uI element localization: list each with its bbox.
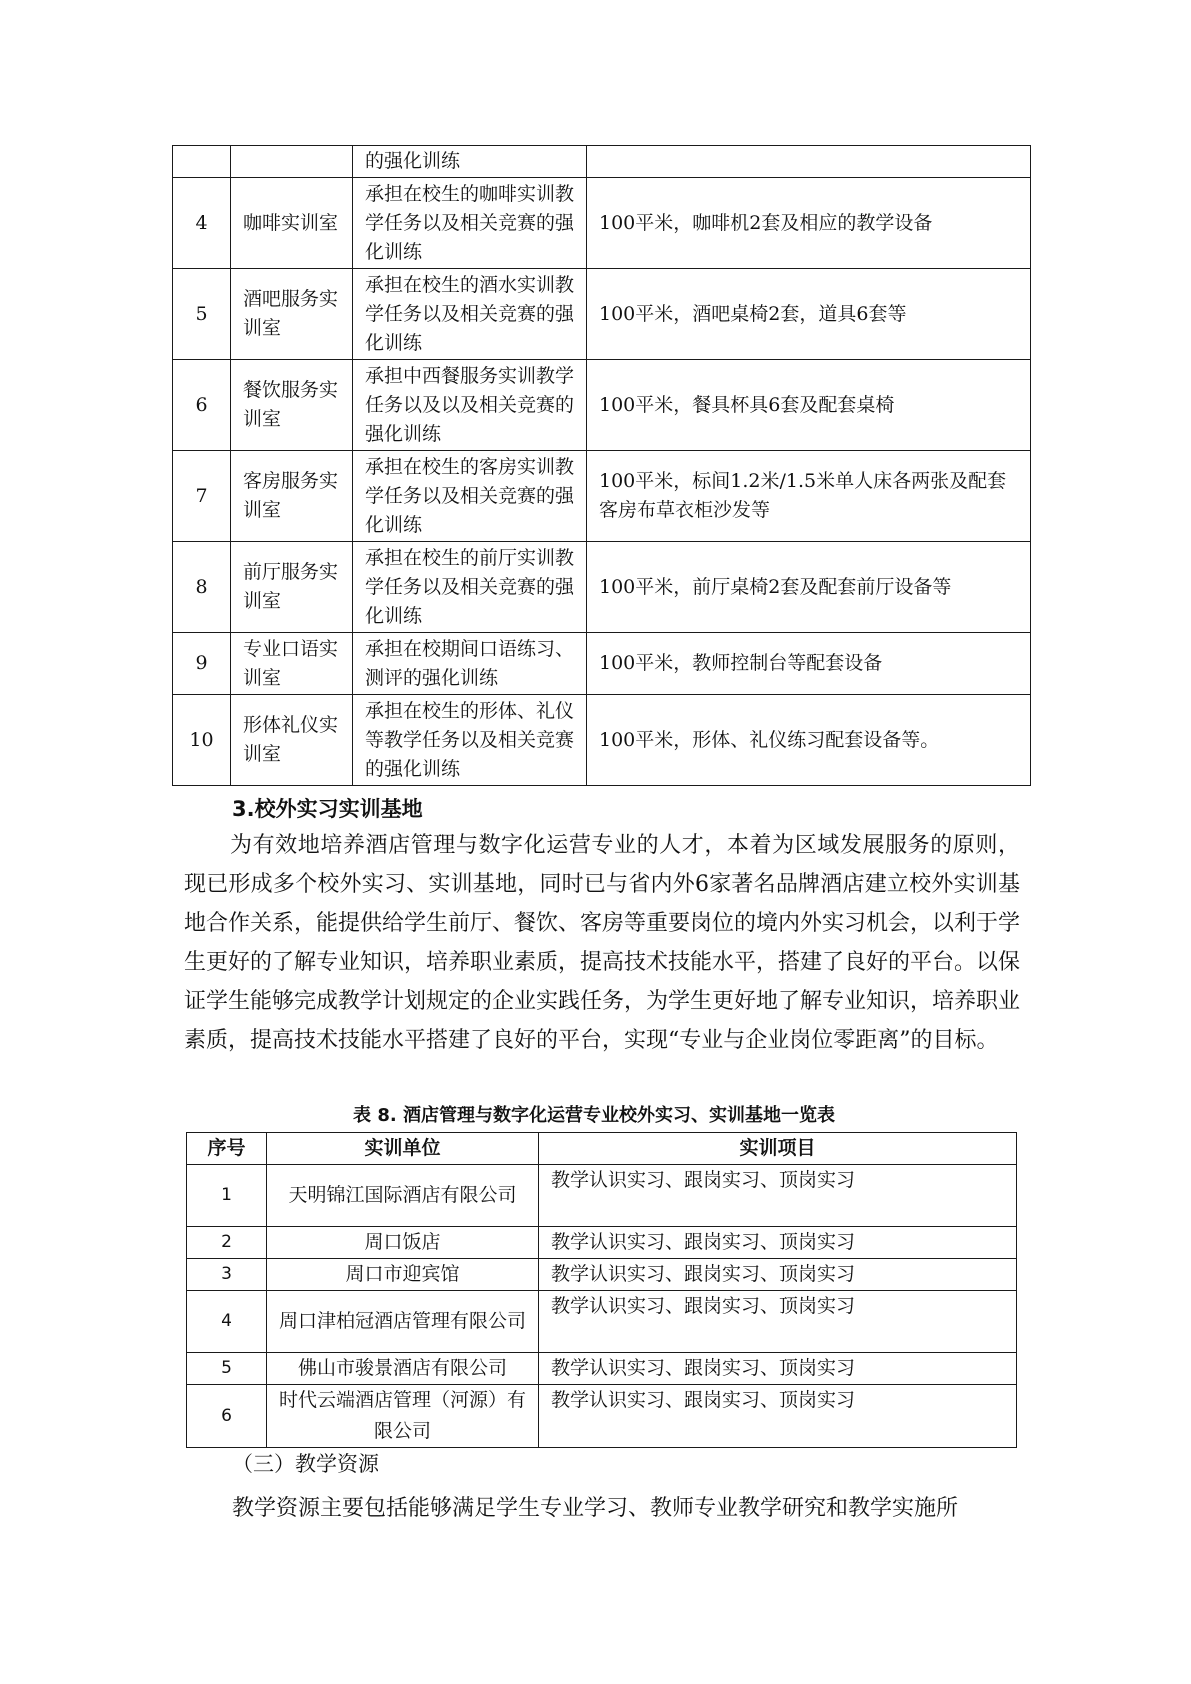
- cell-task: 承担在校期间口语练习、测评的强化训练: [353, 633, 587, 695]
- section-paragraph: 教学资源主要包括能够满足学生专业学习、教师专业教学研究和教学实施所: [232, 1496, 959, 1521]
- cell-unit: 周口饭店: [267, 1227, 539, 1259]
- cell-no: 4: [173, 178, 231, 269]
- cell-equipment: 100平米，酒吧桌椅2套，道具6套等: [587, 269, 1031, 360]
- cell-equipment: 100平米，形体、礼仪练习配套设备等。: [587, 695, 1031, 786]
- cell-no: 8: [173, 542, 231, 633]
- header-no: 序号: [187, 1133, 267, 1165]
- cell-unit: 佛山市骏景酒店有限公司: [267, 1353, 539, 1385]
- table-row: [173, 633, 1031, 695]
- cell-room-name: 酒吧服务实训室: [231, 269, 353, 360]
- table-caption: 表 8. 酒店管理与数字化运营专业校外实习、实训基地一览表: [353, 1105, 835, 1126]
- cell-no: 5: [187, 1353, 267, 1385]
- section-heading-off-campus-bases: 3.校外实习实训基地: [232, 797, 423, 821]
- cell-equipment: 100平米，餐具杯具6套及配套桌椅: [587, 360, 1031, 451]
- cell-unit: 时代云端酒店管理（河源）有限公司: [267, 1385, 539, 1448]
- table-row: [187, 1385, 1017, 1448]
- cell-project: 教学认识实习、跟岗实习、顶岗实习: [539, 1227, 1017, 1259]
- cell-room-name: 咖啡实训室: [231, 178, 353, 269]
- cell-equipment: [587, 146, 1031, 178]
- cell-project: 教学认识实习、跟岗实习、顶岗实习: [539, 1291, 1017, 1353]
- cell-task: 承担在校生的前厅实训教学任务以及相关竞赛的强化训练: [353, 542, 587, 633]
- cell-project: 教学认识实习、跟岗实习、顶岗实习: [539, 1165, 1017, 1227]
- table-row: [173, 146, 1031, 178]
- cell-no: 1: [187, 1165, 267, 1227]
- cell-no: 4: [187, 1291, 267, 1353]
- cell-room-name: 形体礼仪实训室: [231, 695, 353, 786]
- cell-room-name: 餐饮服务实训室: [231, 360, 353, 451]
- cell-project: 教学认识实习、跟岗实习、顶岗实习: [539, 1259, 1017, 1291]
- cell-task: 承担在校生的形体、礼仪等教学任务以及相关竞赛的强化训练: [353, 695, 587, 786]
- section-heading-teaching-resources: （三）教学资源: [232, 1452, 379, 1476]
- table-row: [173, 360, 1031, 451]
- table-header-row: [187, 1133, 1017, 1165]
- cell-task: 承担在校生的咖啡实训教学任务以及相关竞赛的强化训练: [353, 178, 587, 269]
- cell-equipment: 100平米，教师控制台等配套设备: [587, 633, 1031, 695]
- cell-room-name: [231, 146, 353, 178]
- cell-project: 教学认识实习、跟岗实习、顶岗实习: [539, 1353, 1017, 1385]
- cell-no: 9: [173, 633, 231, 695]
- cell-room-name: 客房服务实训室: [231, 451, 353, 542]
- table-row: [173, 451, 1031, 542]
- cell-no: 2: [187, 1227, 267, 1259]
- table-row: [173, 542, 1031, 633]
- table-row: [187, 1259, 1017, 1291]
- cell-task: 承担中西餐服务实训教学任务以及以及相关竞赛的强化训练: [353, 360, 587, 451]
- cell-unit: 天明锦江国际酒店有限公司: [267, 1165, 539, 1227]
- cell-no: 10: [173, 695, 231, 786]
- cell-equipment: 100平米，标间1.2米/1.5米单人床各两张及配套客房布草衣柜沙发等: [587, 451, 1031, 542]
- cell-no: 3: [187, 1259, 267, 1291]
- table-row: [187, 1291, 1017, 1353]
- cell-room-name: 前厅服务实训室: [231, 542, 353, 633]
- cell-unit: 周口津柏冠酒店管理有限公司: [267, 1291, 539, 1353]
- cell-equipment: 100平米，咖啡机2套及相应的教学设备: [587, 178, 1031, 269]
- cell-no: [173, 146, 231, 178]
- cell-project: 教学认识实习、跟岗实习、顶岗实习: [539, 1385, 1017, 1448]
- section-paragraph: 为有效地培养酒店管理与数字化运营专业的人才，本着为区域发展服务的原则，现已形成多个校外实习、实训基地，同时已与省内外6家著名品牌酒店建立校外实训基地合作关系，能提供给学生前厅、餐饮、客房等重要岗位的境内外实习机会，以利于学生更好的了解专业知识，培养职业素质，提高技术技能水平，搭建了良好的平台。以保证学生能够完成教学计划规定的企业实践任务，为学生更好地了解专业知识，培养职业素质，提高技术技能水平搭建了良好的平台，实现“专业与企业岗位零距离”的目标。: [184, 833, 1021, 1053]
- cell-no: 6: [173, 360, 231, 451]
- table-row: [173, 695, 1031, 786]
- table-row: [187, 1165, 1017, 1227]
- cell-no: 7: [173, 451, 231, 542]
- header-unit: 实训单位: [267, 1133, 539, 1165]
- cell-no: 6: [187, 1385, 267, 1448]
- header-project: 实训项目: [539, 1133, 1017, 1165]
- table-row: [173, 178, 1031, 269]
- table-row: [187, 1227, 1017, 1259]
- cell-room-name: 专业口语实训室: [231, 633, 353, 695]
- cell-task: 的强化训练: [353, 146, 587, 178]
- table-row: [173, 269, 1031, 360]
- off-campus-base-table: [186, 1132, 1017, 1448]
- table-row: [187, 1353, 1017, 1385]
- cell-equipment: 100平米，前厅桌椅2套及配套前厅设备等: [587, 542, 1031, 633]
- cell-no: 5: [173, 269, 231, 360]
- training-room-table: [172, 145, 1031, 786]
- cell-task: 承担在校生的客房实训教学任务以及相关竞赛的强化训练: [353, 451, 587, 542]
- cell-unit: 周口市迎宾馆: [267, 1259, 539, 1291]
- cell-task: 承担在校生的酒水实训教学任务以及相关竞赛的强化训练: [353, 269, 587, 360]
